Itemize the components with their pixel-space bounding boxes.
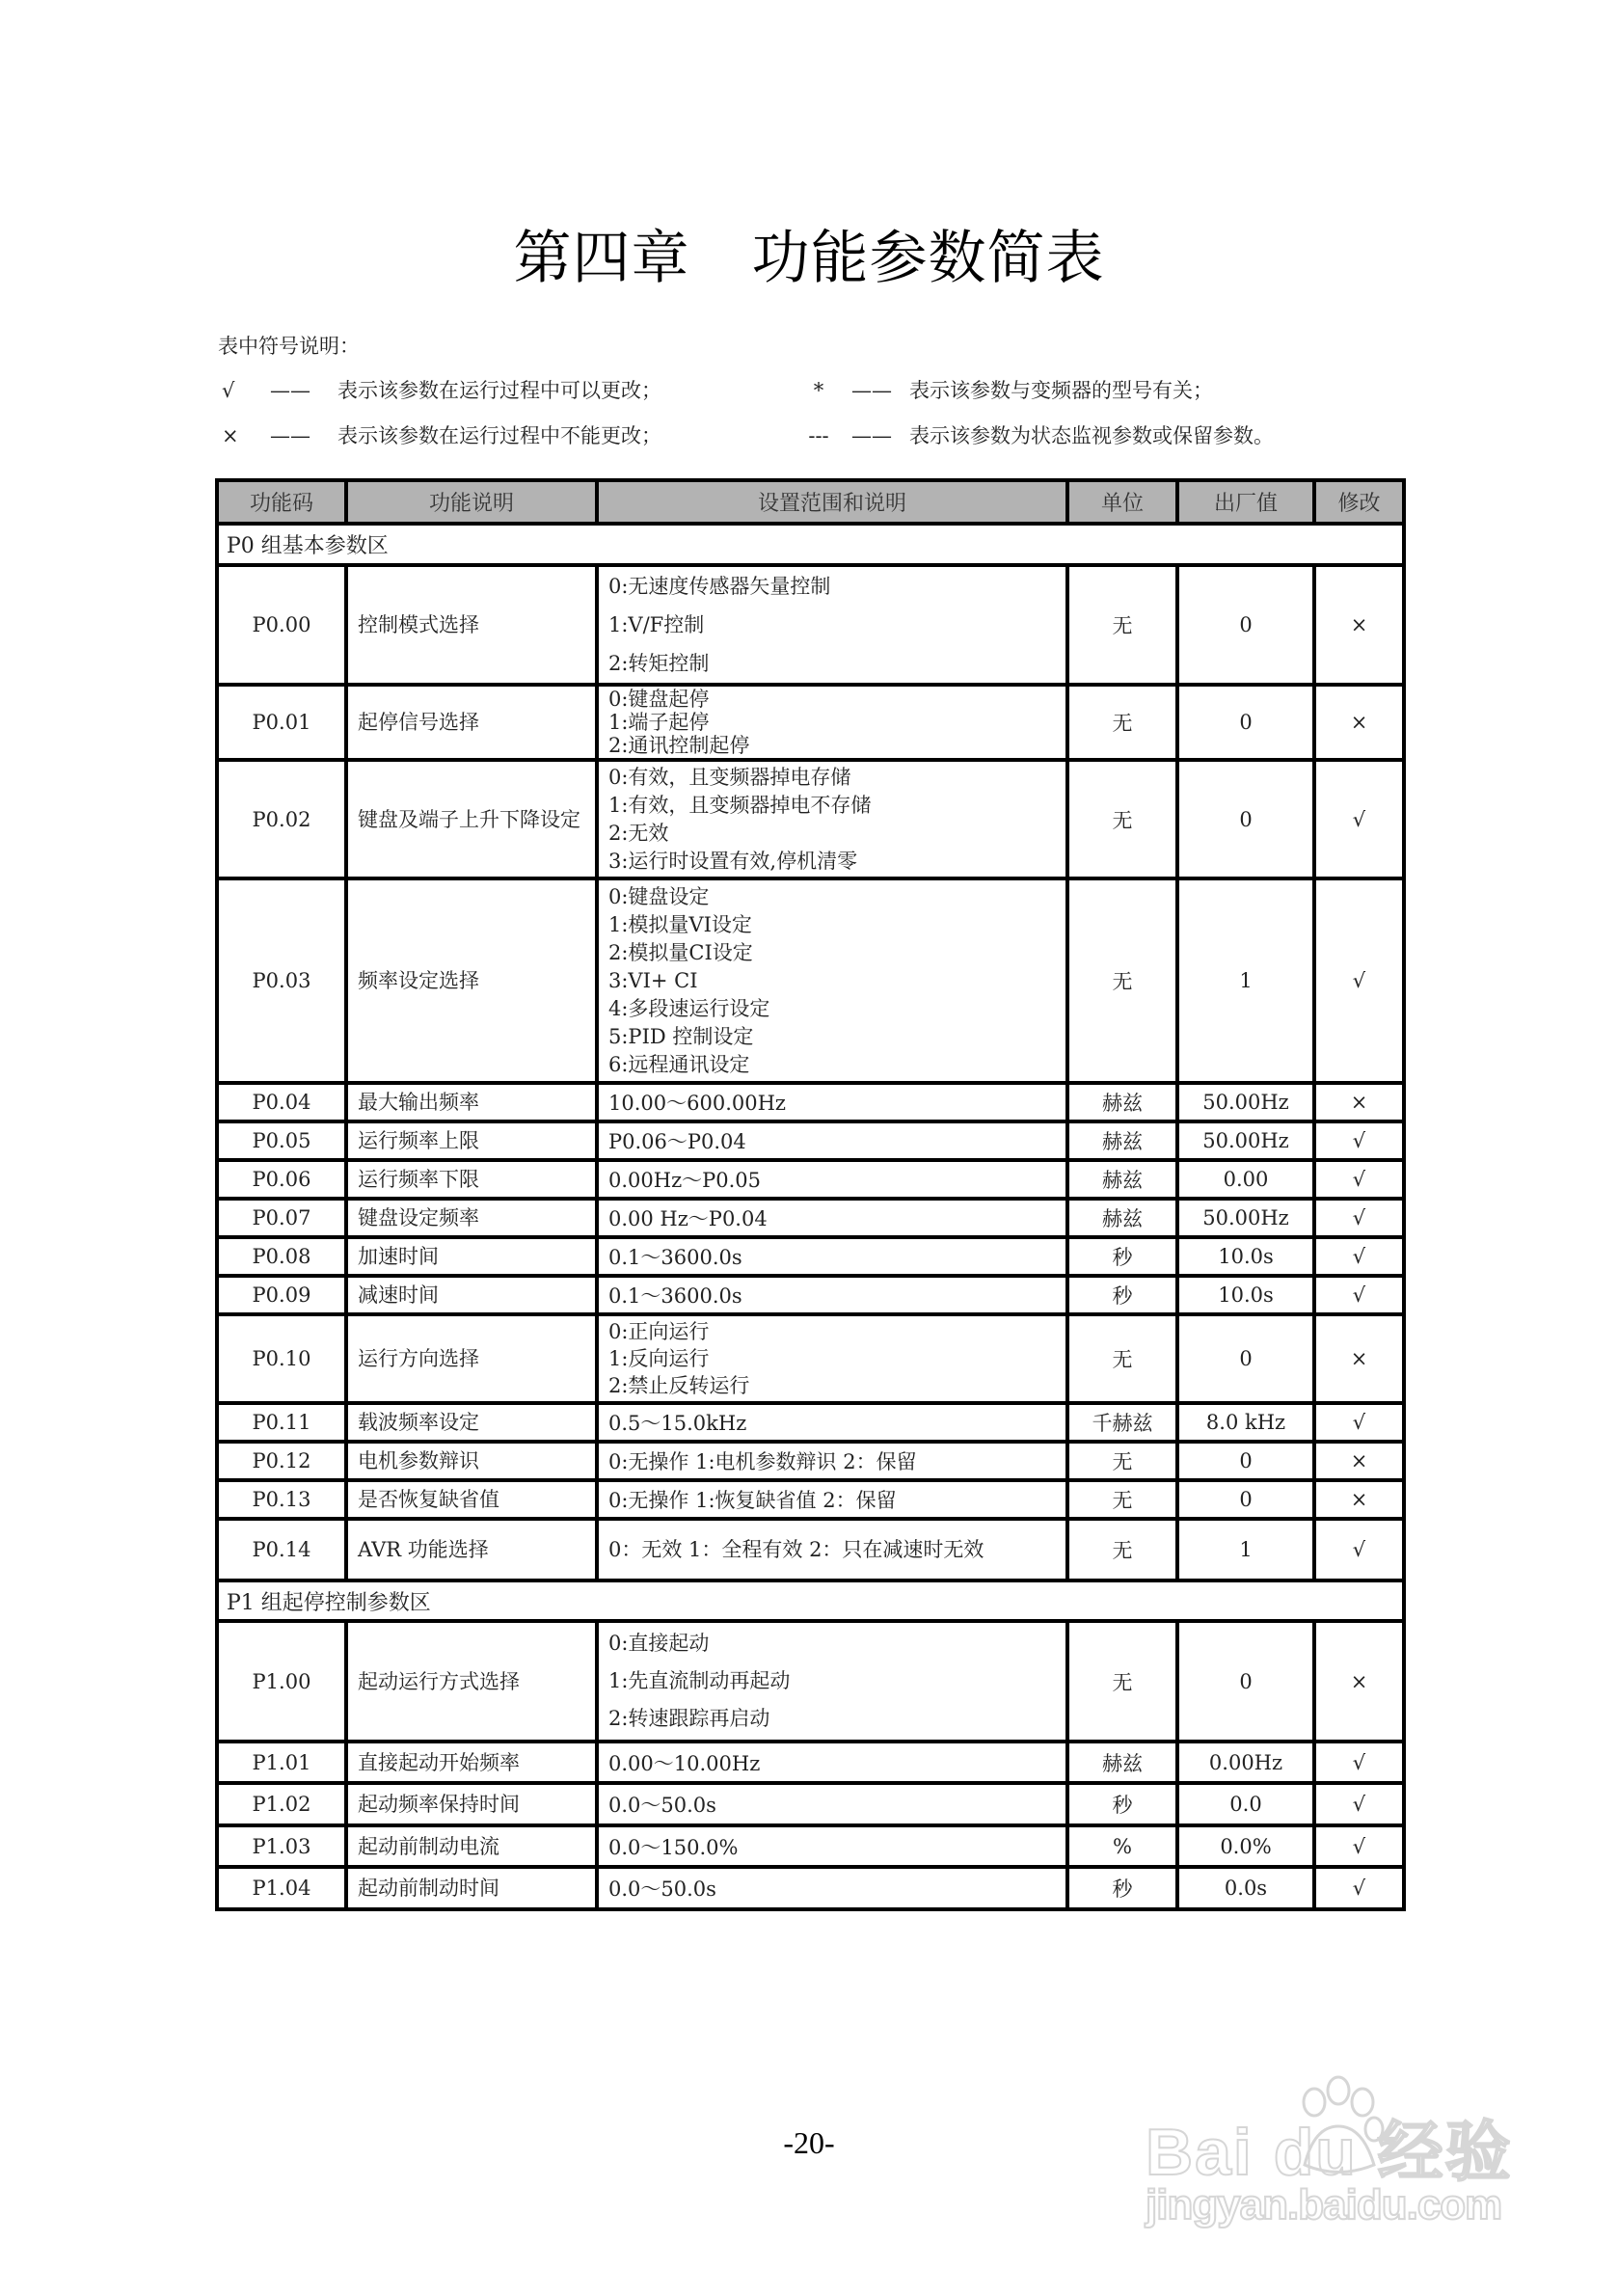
param-range: 0.00Hz～P0.05 [597, 1160, 1067, 1199]
param-default: 0 [1177, 1621, 1314, 1742]
cross-symbol: × [222, 424, 239, 447]
range-option: 1:反向运行 [608, 1347, 710, 1370]
param-name: 控制模式选择 [346, 565, 597, 685]
param-range [597, 1519, 1067, 1580]
range-option: 3:运行时设置有效,停机清零 [608, 849, 858, 873]
table-row [217, 1742, 1404, 1783]
param-unit: 无 [1067, 1621, 1177, 1742]
param-range [597, 1621, 1067, 1742]
page-title [0, 220, 1618, 297]
param-unit: 无 [1067, 878, 1177, 1083]
param-range [597, 685, 1067, 760]
range-option: 6:远程通讯设定 [608, 1052, 750, 1076]
legend-dash: —— [851, 424, 892, 447]
chapter-name: 功能参数简表 [751, 225, 1105, 292]
param-code: P0.11 [217, 1403, 346, 1442]
check-icon: √ [1314, 1403, 1404, 1442]
range-option: 0:直接起动 [608, 1632, 710, 1655]
param-range: 0.0～150.0% [597, 1825, 1067, 1867]
check-icon: √ [1314, 1825, 1404, 1867]
param-range [597, 565, 1067, 685]
check-icon: √ [1314, 878, 1404, 1083]
range-option: 2:转速跟踪再启动 [608, 1707, 770, 1730]
param-unit: 秒 [1067, 1783, 1177, 1825]
param-range: 0.1～3600.0s [597, 1237, 1067, 1276]
param-code: P0.04 [217, 1083, 346, 1121]
range-option: 0:有效，且变频器掉电存储 [608, 765, 851, 789]
param-unit: 赫兹 [1067, 1083, 1177, 1121]
section-row-p0 [217, 524, 1404, 565]
table-row [217, 1083, 1404, 1121]
range-option: 1:有效，且变频器掉电不存储 [608, 793, 872, 817]
legend-desc: 表示该参数在运行过程中可以更改； [337, 379, 661, 402]
param-name: 起动频率保持时间 [346, 1783, 597, 1825]
param-code: P0.05 [217, 1121, 346, 1160]
param-default: 0 [1177, 685, 1314, 760]
param-default: 10.0s [1177, 1276, 1314, 1314]
param-unit: 赫兹 [1067, 1160, 1177, 1199]
param-code: P0.02 [217, 760, 346, 878]
param-default: 50.00Hz [1177, 1199, 1314, 1237]
param-name: 直接起动开始频率 [346, 1742, 597, 1783]
header-default: 出厂值 [1177, 480, 1314, 524]
param-default: 0 [1177, 1442, 1314, 1480]
param-range: P0.06～P0.04 [597, 1121, 1067, 1160]
param-code: P0.12 [217, 1442, 346, 1480]
param-unit: 千赫兹 [1067, 1403, 1177, 1442]
param-code: P0.08 [217, 1237, 346, 1276]
param-default: 0 [1177, 760, 1314, 878]
check-icon: √ [1314, 1783, 1404, 1825]
range-option: 0:键盘起停 [608, 688, 710, 711]
range-option: 2:通讯控制起停 [608, 734, 750, 757]
section-title: P1 组起停控制参数区 [217, 1580, 1404, 1621]
param-code: P0.10 [217, 1314, 346, 1403]
param-name: 起动运行方式选择 [346, 1621, 597, 1742]
table-row [217, 1276, 1404, 1314]
param-name: 起动前制动时间 [346, 1867, 597, 1909]
range-option: 3:VI+ CI [608, 968, 698, 992]
check-icon: √ [1314, 1121, 1404, 1160]
section-row-p1 [217, 1580, 1404, 1621]
legend-row [218, 376, 1213, 405]
param-range: 0.5～15.0kHz [597, 1403, 1067, 1442]
parameter-table [215, 478, 1406, 1911]
table-row [217, 878, 1404, 1083]
check-icon: √ [1314, 1867, 1404, 1909]
param-code: P0.06 [217, 1160, 346, 1199]
legend-dash: —— [851, 379, 892, 402]
range-option: 1:端子起停 [608, 711, 710, 734]
table-row [217, 1783, 1404, 1825]
param-range: 0:无操作 1:恢复缺省值 2：保留 [597, 1480, 1067, 1519]
cross-icon: × [1314, 685, 1404, 760]
check-icon: √ [1314, 1742, 1404, 1783]
param-name: 运行频率上限 [346, 1121, 597, 1160]
param-unit: 秒 [1067, 1237, 1177, 1276]
param-unit: 无 [1067, 1442, 1177, 1480]
legend-desc: 表示该参数为状态监视参数或保留参数。 [909, 424, 1274, 447]
param-range: 0.0～50.0s [597, 1867, 1067, 1909]
table-row [217, 1121, 1404, 1160]
cross-icon: × [1314, 1621, 1404, 1742]
range-option: 2:禁止反转运行 [608, 1374, 750, 1397]
param-name: AVR 功能选择 [346, 1519, 597, 1580]
table-row [217, 1314, 1404, 1403]
param-code: P1.03 [217, 1825, 346, 1867]
table-row [217, 1199, 1404, 1237]
param-unit: 无 [1067, 1519, 1177, 1580]
check-icon: √ [1314, 1237, 1404, 1276]
param-code: P0.09 [217, 1276, 346, 1314]
range-option: 5:PID 控制设定 [608, 1024, 754, 1048]
param-name: 电机参数辩识 [346, 1442, 597, 1480]
param-default: 0.00Hz [1177, 1742, 1314, 1783]
range-option: 2:无效 [608, 821, 669, 845]
param-name: 减速时间 [346, 1276, 597, 1314]
table-row [217, 1867, 1404, 1909]
param-default: 50.00Hz [1177, 1121, 1314, 1160]
param-code: P0.01 [217, 685, 346, 760]
reserved-symbol: --- [808, 424, 829, 447]
param-unit: 无 [1067, 760, 1177, 878]
param-default: 1 [1177, 878, 1314, 1083]
param-name: 起停信号选择 [346, 685, 597, 760]
legend-desc: 表示该参数与变频器的型号有关； [909, 379, 1213, 402]
header-modify: 修改 [1314, 480, 1404, 524]
cross-icon: × [1314, 1480, 1404, 1519]
param-default: 0 [1177, 1480, 1314, 1519]
param-unit: 赫兹 [1067, 1199, 1177, 1237]
param-unit: 无 [1067, 565, 1177, 685]
param-default: 1 [1177, 1519, 1314, 1580]
param-unit: % [1067, 1825, 1177, 1867]
header-range: 设置范围和说明 [597, 480, 1067, 524]
header-code: 功能码 [217, 480, 346, 524]
param-unit: 赫兹 [1067, 1742, 1177, 1783]
param-name: 频率设定选择 [346, 878, 597, 1083]
range-option: 0:键盘设定 [608, 884, 710, 908]
cross-icon: × [1314, 1442, 1404, 1480]
table-row [217, 1442, 1404, 1480]
param-name: 加速时间 [346, 1237, 597, 1276]
watermark-logo: Bai du 经验 [1146, 2116, 1513, 2189]
table-header-row [217, 480, 1404, 524]
table-row [217, 565, 1404, 685]
range-option: 2:模拟量CI设定 [608, 940, 753, 964]
param-default: 0 [1177, 565, 1314, 685]
param-code: P1.00 [217, 1621, 346, 1742]
param-code: P0.07 [217, 1199, 346, 1237]
header-name: 功能说明 [346, 480, 597, 524]
param-default: 8.0 kHz [1177, 1403, 1314, 1442]
param-range: 0.0～50.0s [597, 1783, 1067, 1825]
param-code: P0.00 [217, 565, 346, 685]
param-name: 最大输出频率 [346, 1083, 597, 1121]
table-row [217, 685, 1404, 760]
table-row [217, 1237, 1404, 1276]
param-code: P1.01 [217, 1742, 346, 1783]
table-row [217, 1519, 1404, 1580]
asterisk-symbol: * [813, 379, 824, 402]
cross-icon: × [1314, 1083, 1404, 1121]
range-option: 4:多段速运行设定 [608, 996, 770, 1020]
param-name: 运行方向选择 [346, 1314, 597, 1403]
page-number: -20- [783, 2125, 835, 2160]
param-range: 0:无操作 1:电机参数辩识 2：保留 [597, 1442, 1067, 1480]
range-option: 0:无速度传感器矢量控制 [608, 575, 831, 598]
range-option: 1:先直流制动再起动 [608, 1669, 791, 1692]
table-row [217, 1480, 1404, 1519]
param-range: 0.1～3600.0s [597, 1276, 1067, 1314]
param-unit: 赫兹 [1067, 1121, 1177, 1160]
param-unit: 无 [1067, 1314, 1177, 1403]
param-range [597, 760, 1067, 878]
range-option: 1:模拟量VI设定 [608, 912, 752, 936]
param-code: P0.13 [217, 1480, 346, 1519]
param-unit: 无 [1067, 685, 1177, 760]
legend-dash: —— [270, 424, 310, 447]
table-row [217, 1825, 1404, 1867]
param-name: 运行频率下限 [346, 1160, 597, 1199]
param-code: P0.03 [217, 878, 346, 1083]
check-icon: √ [1314, 1160, 1404, 1199]
param-code: P1.04 [217, 1867, 346, 1909]
param-default: 50.00Hz [1177, 1083, 1314, 1121]
param-default: 0.0% [1177, 1825, 1314, 1867]
table-row [217, 1621, 1404, 1742]
param-unit: 秒 [1067, 1276, 1177, 1314]
cross-icon: × [1314, 1314, 1404, 1403]
param-name: 是否恢复缺省值 [346, 1480, 597, 1519]
legend-heading: 表中符号说明： [218, 335, 360, 358]
legend-dash: —— [270, 379, 310, 402]
param-range [597, 878, 1067, 1083]
cross-icon: × [1314, 565, 1404, 685]
param-name: 起动前制动电流 [346, 1825, 597, 1867]
legend-row [218, 421, 1274, 450]
param-default: 0.0 [1177, 1783, 1314, 1825]
param-code: P0.14 [217, 1519, 346, 1580]
range-option: 0：无效 1：全程有效 2：只在减速时无效 [608, 1538, 984, 1561]
watermark-url: jingyan.baidu.com [1146, 2181, 1502, 2228]
check-icon: √ [1314, 1199, 1404, 1237]
check-symbol: √ [222, 379, 235, 402]
param-range: 0.00 Hz～P0.04 [597, 1199, 1067, 1237]
param-name: 键盘设定频率 [346, 1199, 597, 1237]
param-range: 10.00～600.00Hz [597, 1083, 1067, 1121]
table-row [217, 1403, 1404, 1442]
range-option: 0:正向运行 [608, 1320, 710, 1343]
param-code: P1.02 [217, 1783, 346, 1825]
param-unit: 无 [1067, 1480, 1177, 1519]
param-range: 0.00～10.00Hz [597, 1742, 1067, 1783]
check-icon: √ [1314, 1519, 1404, 1580]
chapter-label: 第四章 [513, 225, 690, 292]
param-default: 0 [1177, 1314, 1314, 1403]
check-icon: √ [1314, 760, 1404, 878]
table-row [217, 1160, 1404, 1199]
section-title: P0 组基本参数区 [217, 524, 1404, 565]
check-icon: √ [1314, 1276, 1404, 1314]
param-default: 0.00 [1177, 1160, 1314, 1199]
header-unit: 单位 [1067, 480, 1177, 524]
legend-desc: 表示该参数在运行过程中不能更改； [337, 424, 661, 447]
param-default: 0.0s [1177, 1867, 1314, 1909]
param-name: 键盘及端子上升下降设定 [346, 760, 597, 878]
table-row [217, 760, 1404, 878]
param-unit: 秒 [1067, 1867, 1177, 1909]
param-name: 载波频率设定 [346, 1403, 597, 1442]
range-option: 1:V/F控制 [608, 613, 705, 636]
range-option: 2:转矩控制 [608, 652, 710, 675]
param-default: 10.0s [1177, 1237, 1314, 1276]
param-range [597, 1314, 1067, 1403]
